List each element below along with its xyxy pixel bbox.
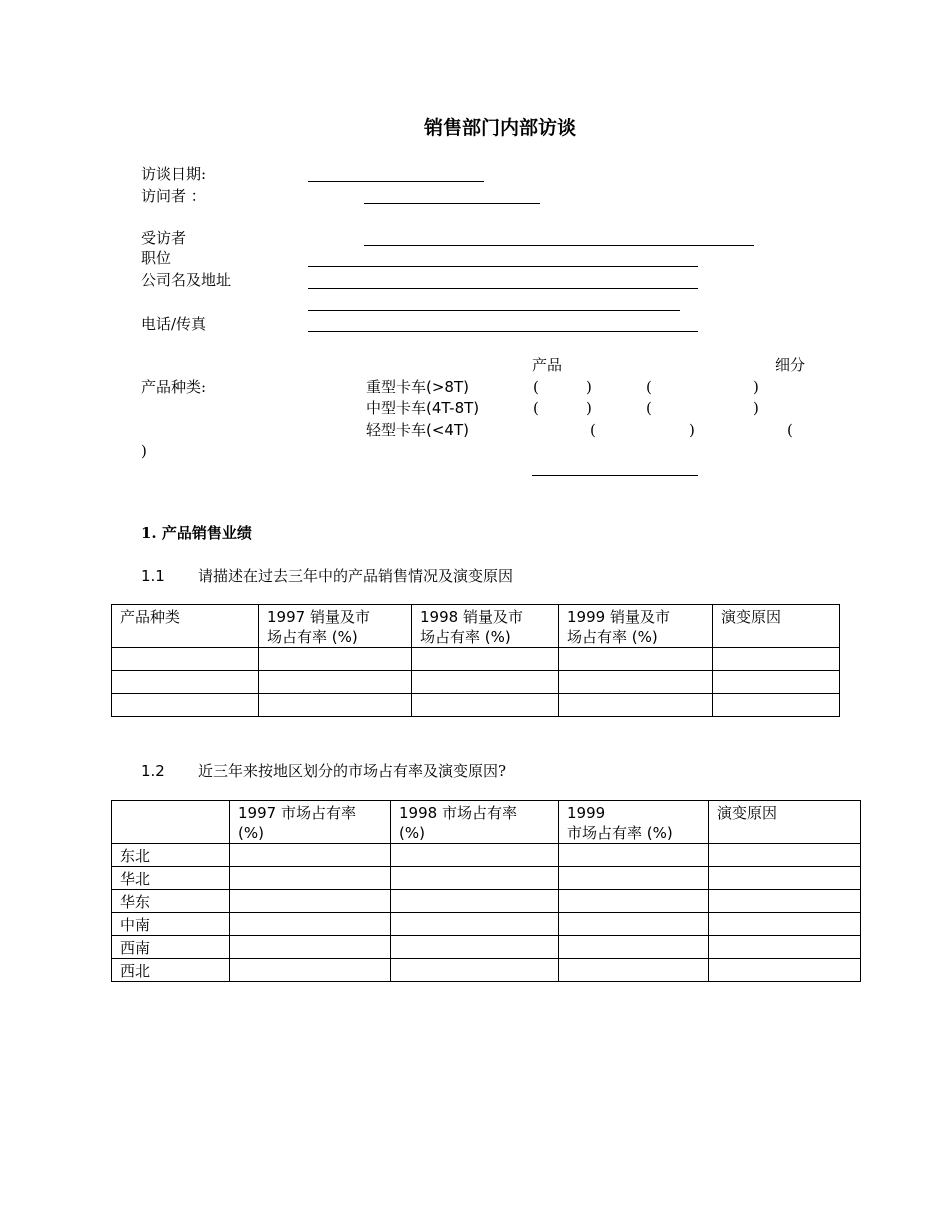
- header-reason: 演变原因: [709, 801, 861, 844]
- table-cell[interactable]: [709, 959, 861, 982]
- question-1-1-number: 1.1: [141, 567, 165, 585]
- sales-table: [111, 604, 840, 717]
- paren-close: ): [689, 421, 695, 439]
- table-row: [112, 959, 861, 982]
- table-cell[interactable]: [391, 844, 559, 867]
- table-row: [112, 913, 861, 936]
- header-1999: 1999 市场占有率 (%): [559, 801, 709, 844]
- question-1-2-text: 近三年来按地区划分的市场占有率及演变原因?: [198, 762, 507, 780]
- region-table: [111, 800, 861, 982]
- paren-close: ): [586, 378, 592, 396]
- header-1999: 1999 销量及市 场占有率 (%): [559, 605, 713, 648]
- table-cell[interactable]: [391, 890, 559, 913]
- header-1998: 1998 销量及市 场占有率 (%): [412, 605, 559, 648]
- paren-close: ): [753, 378, 759, 396]
- table-cell[interactable]: [112, 648, 259, 671]
- table-cell[interactable]: [391, 936, 559, 959]
- paren-open: (: [646, 378, 652, 396]
- paren-open: (: [533, 378, 539, 396]
- product-other-blank[interactable]: [532, 475, 698, 476]
- table-cell[interactable]: [391, 867, 559, 890]
- table-cell[interactable]: [559, 867, 709, 890]
- table-cell[interactable]: [259, 671, 412, 694]
- header-1997: 1997 市场占有率 (%): [230, 801, 391, 844]
- header-region: [112, 801, 230, 844]
- table-cell[interactable]: [230, 936, 391, 959]
- interviewer-blank[interactable]: [364, 203, 540, 204]
- table-cell[interactable]: [713, 648, 840, 671]
- table-cell[interactable]: [230, 890, 391, 913]
- header-reason: 演变原因: [713, 605, 840, 648]
- position-label: 职位: [141, 249, 172, 267]
- table-row: [112, 694, 840, 717]
- table-cell[interactable]: [559, 694, 713, 717]
- paren-open: (: [646, 399, 652, 417]
- paren-open: (: [590, 421, 596, 439]
- paren-close: ): [141, 442, 147, 460]
- company-label: 公司名及地址: [141, 271, 232, 289]
- table-cell[interactable]: [391, 913, 559, 936]
- region-name: 华北: [112, 867, 230, 890]
- table-cell[interactable]: [412, 694, 559, 717]
- table-cell[interactable]: [112, 671, 259, 694]
- interview-date-blank[interactable]: [308, 181, 484, 182]
- table-cell[interactable]: [559, 671, 713, 694]
- address-blank[interactable]: [308, 310, 680, 311]
- interviewer-label: 访问者 ：: [141, 187, 206, 205]
- table-cell[interactable]: [559, 959, 709, 982]
- table-row: [112, 867, 861, 890]
- table-row: [112, 648, 840, 671]
- page-title: 销售部门内部访谈: [423, 117, 576, 139]
- company-blank[interactable]: [308, 288, 698, 289]
- region-name: 中南: [112, 913, 230, 936]
- table-header-row: [112, 605, 840, 648]
- heavy-truck-label: 重型卡车(>8T): [366, 378, 469, 396]
- table-cell[interactable]: [112, 694, 259, 717]
- light-truck-label: 轻型卡车(<4T): [366, 421, 469, 439]
- position-blank[interactable]: [308, 266, 698, 267]
- region-name: 东北: [112, 844, 230, 867]
- table-cell[interactable]: [259, 694, 412, 717]
- header-product-type: 产品种类: [112, 605, 259, 648]
- table-row: [112, 890, 861, 913]
- interviewee-label: 受访者: [141, 229, 187, 247]
- table-cell[interactable]: [559, 890, 709, 913]
- table-cell[interactable]: [559, 648, 713, 671]
- phone-fax-label: 电话/传真: [141, 315, 207, 333]
- table-cell[interactable]: [412, 648, 559, 671]
- paren-open: (: [787, 421, 793, 439]
- table-cell[interactable]: [559, 913, 709, 936]
- paren-open: (: [533, 399, 539, 417]
- table-cell[interactable]: [412, 671, 559, 694]
- col-product-label: 产品: [532, 356, 563, 374]
- table-cell[interactable]: [230, 959, 391, 982]
- table-cell[interactable]: [709, 890, 861, 913]
- region-name: 西南: [112, 936, 230, 959]
- table-cell[interactable]: [230, 867, 391, 890]
- table-cell[interactable]: [230, 844, 391, 867]
- table-cell[interactable]: [713, 694, 840, 717]
- interview-date-label: 访谈日期:: [141, 165, 207, 183]
- table-cell[interactable]: [391, 959, 559, 982]
- table-header-row: [112, 801, 861, 844]
- product-type-label: 产品种类:: [141, 378, 207, 396]
- table-cell[interactable]: [559, 844, 709, 867]
- phone-fax-blank[interactable]: [308, 331, 698, 332]
- table-cell[interactable]: [230, 913, 391, 936]
- paren-close: ): [586, 399, 592, 417]
- header-1997: 1997 销量及市 场占有率 (%): [259, 605, 412, 648]
- table-cell[interactable]: [709, 913, 861, 936]
- paren-close: ): [753, 399, 759, 417]
- interviewee-blank[interactable]: [364, 245, 754, 246]
- region-name: 西北: [112, 959, 230, 982]
- col-breakdown-label: 细分: [775, 356, 806, 374]
- table-cell[interactable]: [259, 648, 412, 671]
- region-name: 华东: [112, 890, 230, 913]
- table-row: [112, 671, 840, 694]
- question-1-1-text: 请描述在过去三年中的产品销售情况及演变原因: [198, 567, 514, 585]
- table-row: [112, 936, 861, 959]
- table-cell[interactable]: [713, 671, 840, 694]
- table-cell[interactable]: [709, 844, 861, 867]
- section-1-heading: 1. 产品销售业绩: [141, 524, 252, 542]
- table-row: [112, 844, 861, 867]
- table-cell[interactable]: [559, 936, 709, 959]
- table-cell[interactable]: [709, 867, 861, 890]
- medium-truck-label: 中型卡车(4T-8T): [366, 399, 480, 417]
- question-1-2-number: 1.2: [141, 762, 165, 780]
- header-1998: 1998 市场占有率 (%): [391, 801, 559, 844]
- table-cell[interactable]: [709, 936, 861, 959]
